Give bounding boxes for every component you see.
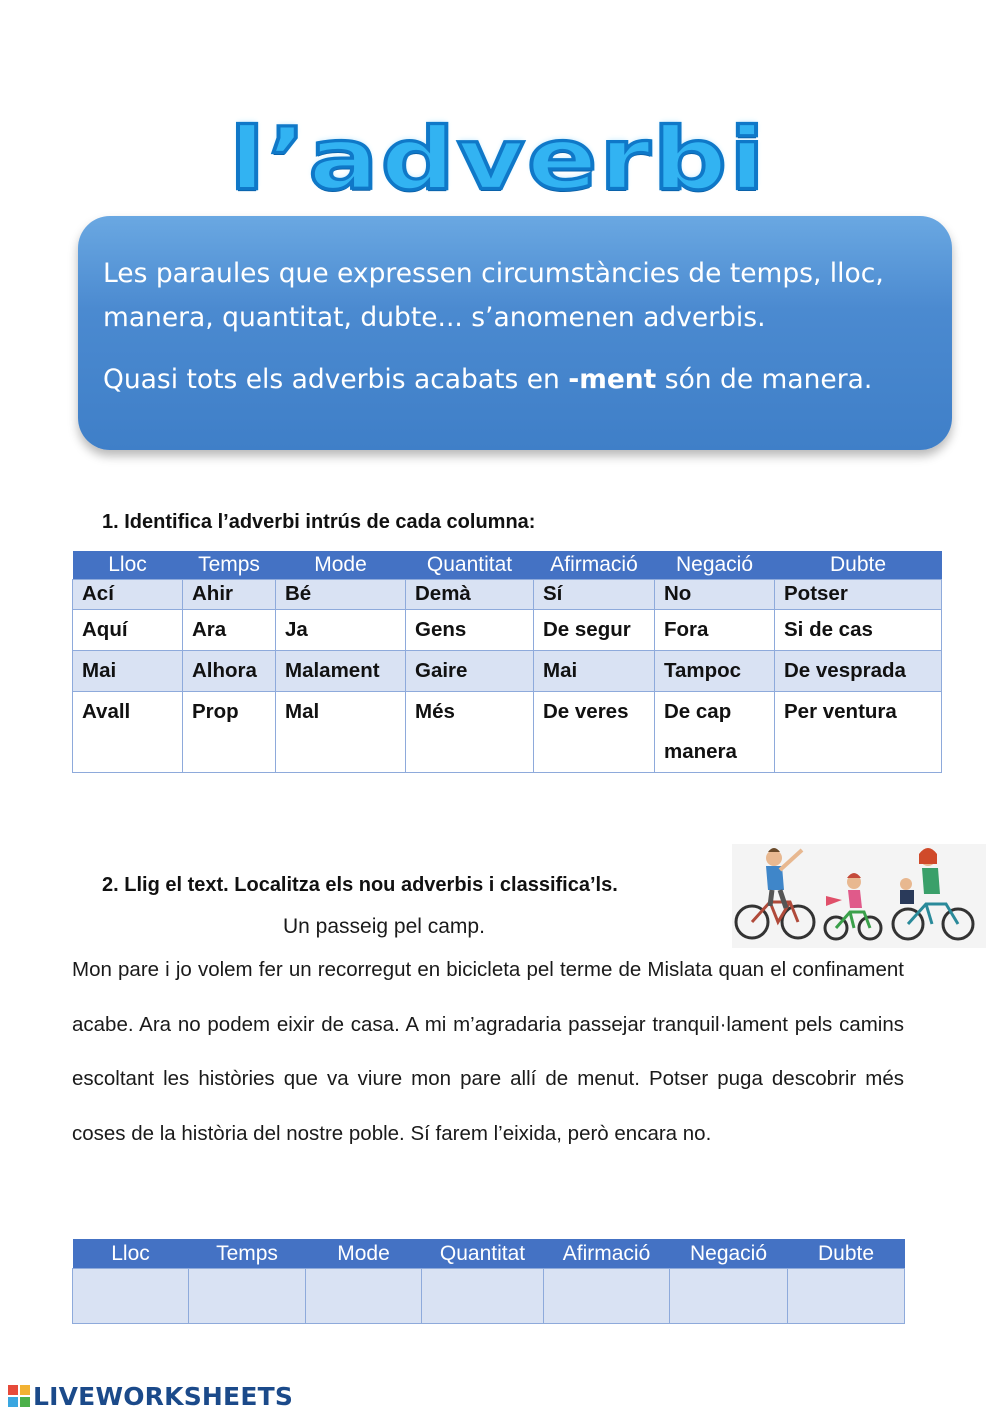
exercise-2-heading: 2. Llig el text. Localitza els nou adverbis i classifica’ls. bbox=[102, 874, 618, 896]
header-temps: Temps bbox=[189, 1239, 306, 1269]
header-quantitat: Quantitat bbox=[406, 551, 534, 580]
definition-line-1: Les paraules que expressen circumstàncies de temps, lloc, bbox=[103, 258, 884, 289]
answer-cell-quantitat[interactable] bbox=[422, 1269, 544, 1324]
passage-text: Mon pare i jo volem fer un recorregut en bicicleta pel terme de Mislata quan el confinament acabe. Ara no podem eixir de casa. A mi m’agradaria passejar tranquil·lament pels camins escoltant les històries que va viure mon pare allí de menut. Potser puga descobrir més coses de la història del nostre poble. Sí farem l’eixida, però encara no. bbox=[72, 958, 904, 1145]
table-cell[interactable]: Demà bbox=[406, 580, 534, 610]
header-afirmacio: Afirmació bbox=[534, 551, 655, 580]
table-cell[interactable]: Ja bbox=[276, 610, 406, 651]
title-text: l’adverbi bbox=[229, 108, 767, 210]
ment-suffix: -ment bbox=[568, 364, 657, 395]
table-cell[interactable]: Mai bbox=[534, 651, 655, 692]
exercise-1-heading: 1. Identifica l’adverbi intrús de cada columna: bbox=[102, 511, 536, 533]
header-negacio: Negació bbox=[670, 1239, 788, 1269]
family-bikes-illustration bbox=[732, 844, 986, 948]
table-cell[interactable]: Bé bbox=[276, 580, 406, 610]
header-afirmacio: Afirmació bbox=[544, 1239, 670, 1269]
header-temps: Temps bbox=[183, 551, 276, 580]
answer-cell-temps[interactable] bbox=[189, 1269, 306, 1324]
table-cell[interactable]: Si de cas bbox=[775, 610, 942, 651]
definition-text bbox=[103, 252, 932, 340]
table-cell[interactable]: Mal bbox=[276, 692, 406, 773]
table-cell[interactable]: Malament bbox=[276, 651, 406, 692]
table-cell[interactable]: De segur bbox=[534, 610, 655, 651]
table-cell[interactable]: Sí bbox=[534, 580, 655, 610]
definition-line-2: manera, quantitat, dubte... s’anomenen adverbis. bbox=[103, 302, 766, 333]
answer-row bbox=[73, 1269, 905, 1324]
table-cell[interactable]: Tampoc bbox=[655, 651, 775, 692]
answer-cell-negacio[interactable] bbox=[670, 1269, 788, 1324]
exercise-1-table bbox=[72, 551, 942, 773]
table-header-row bbox=[73, 1239, 905, 1269]
ment-rule-before: Quasi tots els adverbis acabats en bbox=[103, 364, 569, 395]
table-cell[interactable]: De vesprada bbox=[775, 651, 942, 692]
table-cell[interactable]: De veres bbox=[534, 692, 655, 773]
table-cell[interactable]: No bbox=[655, 580, 775, 610]
table-cell[interactable]: De cap manera bbox=[655, 692, 775, 773]
header-quantitat: Quantitat bbox=[422, 1239, 544, 1269]
definition-box bbox=[78, 216, 952, 450]
liveworksheets-icon bbox=[8, 1385, 30, 1407]
table-cell[interactable]: Fora bbox=[655, 610, 775, 651]
header-dubte: Dubte bbox=[788, 1239, 905, 1269]
header-mode: Mode bbox=[306, 1239, 422, 1269]
table-row bbox=[73, 692, 942, 773]
table-cell[interactable]: Gaire bbox=[406, 651, 534, 692]
ment-rule-after: són de manera. bbox=[656, 364, 873, 395]
table-row bbox=[73, 610, 942, 651]
answer-cell-lloc[interactable] bbox=[73, 1269, 189, 1324]
answer-cell-afirmacio[interactable] bbox=[544, 1269, 670, 1324]
liveworksheets-logo bbox=[8, 1380, 293, 1412]
table-cell[interactable]: Ara bbox=[183, 610, 276, 651]
answer-cell-dubte[interactable] bbox=[788, 1269, 905, 1324]
table-cell[interactable]: Per ventura bbox=[775, 692, 942, 773]
table-cell[interactable]: Alhora bbox=[183, 651, 276, 692]
table-cell[interactable]: Avall bbox=[73, 692, 183, 773]
table-header-row bbox=[73, 551, 942, 580]
header-negacio: Negació bbox=[655, 551, 775, 580]
header-lloc: Lloc bbox=[73, 551, 183, 580]
answer-cell-mode[interactable] bbox=[306, 1269, 422, 1324]
table-row bbox=[73, 580, 942, 610]
table-cell[interactable]: Més bbox=[406, 692, 534, 773]
table-cell[interactable]: Aquí bbox=[73, 610, 183, 651]
table-cell[interactable]: Ací bbox=[73, 580, 183, 610]
cycling-family-icon bbox=[732, 844, 986, 948]
table-cell[interactable]: Ahir bbox=[183, 580, 276, 610]
table-row bbox=[73, 651, 942, 692]
header-dubte: Dubte bbox=[775, 551, 942, 580]
table-cell[interactable]: Mai bbox=[73, 651, 183, 692]
title-logo bbox=[228, 100, 768, 218]
table-cell[interactable]: Potser bbox=[775, 580, 942, 610]
passage-title: Un passeig pel camp. bbox=[283, 915, 485, 938]
brand-text: LIVEWORKSHEETS bbox=[33, 1381, 294, 1411]
exercise-2-table bbox=[72, 1239, 905, 1324]
table-cell[interactable]: Gens bbox=[406, 610, 534, 651]
header-mode: Mode bbox=[276, 551, 406, 580]
table-cell[interactable]: Prop bbox=[183, 692, 276, 773]
ment-rule-text bbox=[103, 358, 932, 402]
header-lloc: Lloc bbox=[73, 1239, 189, 1269]
